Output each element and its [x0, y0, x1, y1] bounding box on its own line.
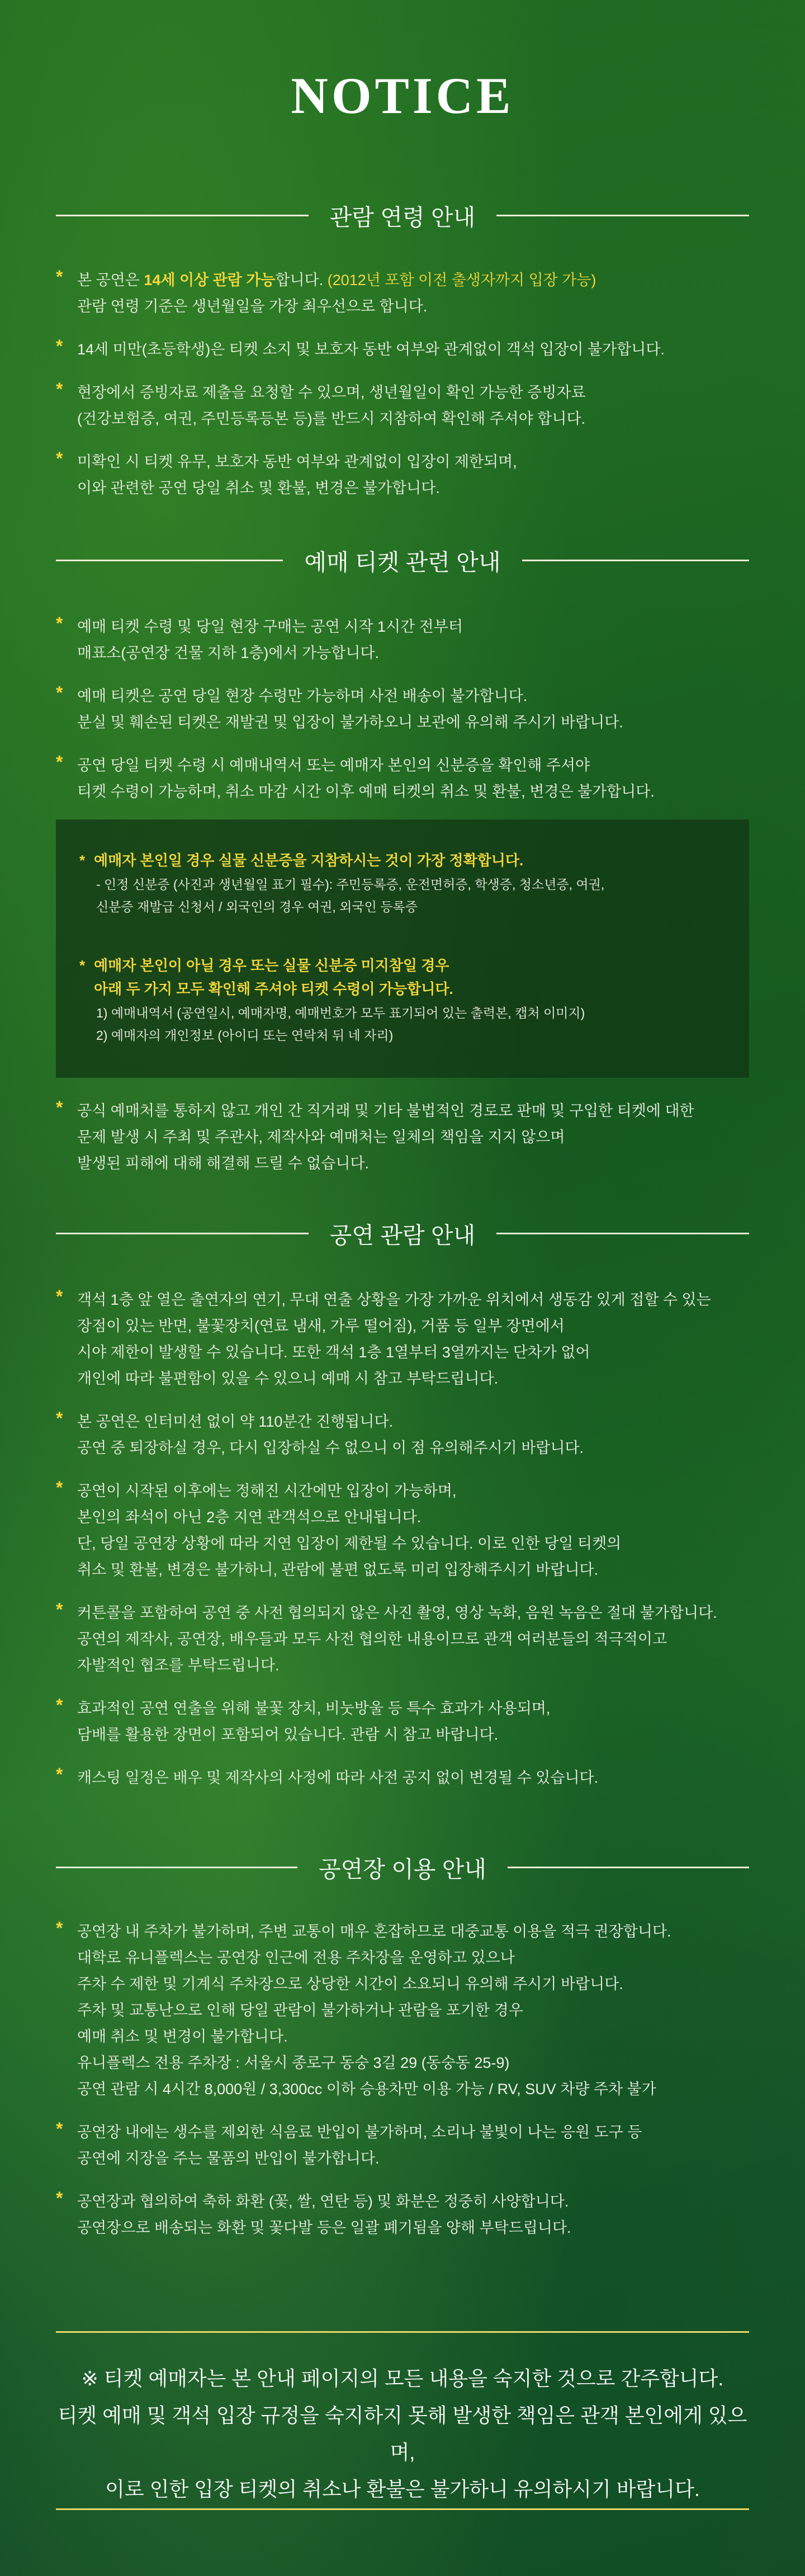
item-text: 공연장과 협의하여 축하 화환 (꽃, 쌀, 연탄 등) 및 화분은 정중히 사양합니다. 공연장으로 배송되는 화환 및 꽃다발 등은 일괄 폐기됨을 양해 부탁드립니다.: [77, 2193, 571, 2236]
asterisk-icon: *: [56, 379, 63, 399]
section-title: 공연 관람 안내: [329, 1222, 476, 1248]
list-item: [56, 380, 749, 432]
list-item: [56, 1409, 749, 1461]
list-item: [56, 1919, 749, 2103]
item-text: 공연 당일 티켓 수령 시 예매내역서 또는 예매자 본인의 신분증을 확인해 주셔야 티켓 수령이 가능하며, 취소 마감 시간 이후 예매 티켓의 취소 및 환불, 변경은 불가합니다.: [77, 757, 655, 800]
item-text: 공식 예매처를 통하지 않고 개인 간 직거래 및 기타 불법적인 경로로 판매 및 구입한 티켓에 대한 문제 발생 시 주최 및 주관사, 제작사와 예매처는 일체의 책임을 지지 않으며 발생된 피해에 대해 해결해 드릴 수 없습니다.: [77, 1102, 694, 1172]
footer-notice: ※ 티켓 예매자는 본 안내 페이지의 모든 내용을 숙지한 것으로 간주합니다. 티켓 예매 및 객석 입장 규정을 숙지하지 못해 발생한 책임은 관객 본인에게 있으며, 이로 인한 입장 티켓의 취소나 환불은 불가하니 유의하시기 바랍니다.: [58, 2367, 747, 2501]
divider-line: [56, 1867, 297, 1868]
section-ticket-items: [56, 614, 749, 822]
asterisk-icon: *: [56, 1408, 63, 1428]
list-item: [56, 1696, 749, 1748]
list-item: [56, 1478, 749, 1583]
item-text: 미확인 시 티켓 유무, 보호자 동반 여부와 관계없이 입장이 제한되며, 이와 관련한 공연 당일 취소 및 환불, 변경은 불가합니다.: [77, 453, 517, 496]
divider-line: [496, 215, 749, 216]
box-group-body: - 인정 신분증 (사진과 생년월일 표기 필수): 주민등록증, 운전면허증, 학생증, 청소년증, 여권, 신분증 재발급 신청서 / 외국인의 경우 여권, 외국인 등록증: [96, 877, 605, 914]
section-title: 예매 티켓 관련 안내: [304, 549, 501, 575]
section-venue-items: [56, 1919, 749, 2258]
box-group-2: [79, 954, 749, 1046]
section-viewing-items: [56, 1287, 749, 1808]
asterisk-icon: *: [79, 957, 86, 974]
asterisk-icon: *: [56, 752, 63, 772]
item-text: 예매 티켓은 공연 당일 현장 수령만 가능하며 사전 배송이 불가합니다. 분실 및 훼손된 티켓은 재발권 및 입장이 불가하오니 보관에 유의해 주시기 바랍니다.: [77, 688, 623, 731]
section-header-ticket: [56, 543, 749, 577]
item-text: 공연장 내 주차가 불가하며, 주변 교통이 매우 혼잡하므로 대중교통 이용을 적극 권장합니다. 대학로 유니플렉스는 공연장 인근에 전용 주차장을 운영하고 있으나 주차 수 제한 및 기계식 주차장으로 상당한 시간이 소요되니 유의해 주시기 바랍니다. 주차 및 교통난으로 인해 당일 관람이 불가하거나 관람을 포기한 경우 예매 취소 및 변경이 불가합니다.: [77, 1923, 671, 2045]
asterisk-icon: *: [56, 336, 63, 356]
id-requirements-box: [56, 820, 749, 1078]
asterisk-icon: *: [56, 613, 63, 633]
list-item: [56, 1765, 749, 1791]
divider-line: [56, 215, 309, 216]
box-group-body: 1) 예매내역서 (공연일시, 예매자명, 예매번호가 모두 표기되어 있는 출력본, 캡처 이미지) 2) 예매자의 개인정보 (아이디 또는 연락처 뒤 네 자리): [96, 1006, 585, 1043]
item-text: 효과적인 공연 연출을 위해 불꽃 장치, 비눗방울 등 특수 효과가 사용되며, 담배를 활용한 장면이 포함되어 있습니다. 관람 시 참고 바랍니다.: [77, 1700, 551, 1743]
section-title: 공연장 이용 안내: [318, 1856, 487, 1882]
asterisk-icon: *: [79, 852, 86, 869]
item-text: 예매 티켓 수령 및 당일 현장 구매는 공연 시작 1시간 전부터 매표소(공연장 건물 지하 1층)에서 가능합니다.: [77, 618, 463, 661]
list-item: [56, 1287, 749, 1392]
list-item: [56, 337, 749, 363]
list-item: [56, 2189, 749, 2241]
asterisk-icon: *: [56, 1286, 63, 1306]
list-item: [56, 267, 749, 320]
item-text: 현장에서 증빙자료 제출을 요청할 수 있으며, 생년월일이 확인 가능한 증빙자료 (건강보험증, 여권, 주민등록등본 등)를 반드시 지참하여 확인해 주셔야 합니다.: [77, 384, 586, 427]
list-item: [56, 449, 749, 501]
item-text: 객석 1층 앞 열은 출연자의 연기, 무대 연출 상황을 가장 가까운 위치에서 생동감 있게 접할 수 있는 장점이 있는 반면, 불꽃장치(연료 냄새, 가루 떨어짐), 거품 등 일부 장면에서 시야 제한이 발생할 수 있습니다. 또한 객석 1층 1열부터 3열까지는 단차가 없어 개인에 따라 불편함이 있을 수 있으니 예매 시 참고 부탁드립니다.: [77, 1291, 711, 1387]
divider-line: [56, 1233, 309, 1234]
divider-line: [508, 1867, 749, 1868]
list-item: [56, 2119, 749, 2172]
asterisk-icon: *: [56, 2119, 63, 2139]
divider-line: [56, 560, 283, 561]
asterisk-icon: *: [56, 1695, 63, 1715]
list-item: [56, 1600, 749, 1679]
divider-line: [522, 560, 749, 561]
section-title: 관람 연령 안내: [329, 204, 476, 230]
list-item: [56, 752, 749, 805]
item-text: 캐스팅 일정은 배우 및 제작사의 사정에 따라 사전 공지 없이 변경될 수 있습니다.: [77, 1769, 599, 1786]
asterisk-icon: *: [56, 448, 63, 468]
asterisk-icon: *: [56, 267, 63, 287]
item-text: 본 공연은 인터미션 없이 약 110분간 진행됩니다. 공연 중 퇴장하실 경우, 다시 입장하실 수 없으니 이 점 유의해주시기 바랍니다.: [77, 1413, 584, 1456]
section-ticket-after-items: [56, 1098, 749, 1194]
asterisk-icon: *: [56, 2188, 63, 2208]
page-title: NOTICE: [291, 67, 514, 124]
footer-divider-top: [56, 2331, 749, 2333]
item-text: 본 공연은 14세 이상 관람 가능합니다. (2012년 포함 이전 출생자까지 입장 가능) 관람 연령 기준은 생년월일을 가장 최우선으로 합니다.: [77, 272, 596, 315]
item-text: 14세 미만(초등학생)은 티켓 소지 및 보호자 동반 여부와 관계없이 객석 입장이 불가합니다.: [77, 341, 665, 358]
parking-note: 유니플렉스 전용 주차장 : 서울시 종로구 동숭 3길 29 (동숭동 25-9) 공연 관람 시 4시간 8,000원 / 3,300cc 이하 승용차만 이용 가능 / RV, SUV 차량 주차 불가: [77, 2054, 656, 2097]
asterisk-icon: *: [56, 1918, 63, 1938]
list-item: [56, 683, 749, 736]
item-text: 공연장 내에는 생수를 제외한 식음료 반입이 불가하며, 소리나 불빛이 나는 응원 도구 등 공연에 지장을 주는 물품의 반입이 불가합니다.: [77, 2124, 642, 2167]
asterisk-icon: *: [56, 1097, 63, 1117]
item-text: 공연이 시작된 이후에는 정해진 시간에만 입장이 가능하며, 본인의 좌석이 아닌 2층 지연 관객석으로 안내됩니다. 단, 당일 공연장 상황에 따라 지연 입장이 제한될 수 있습니다. 이로 인한 당일 티켓의 취소 및 환불, 변경은 불가하니, 관람에 불편 없도록 미리 입장해주시기 바랍니다.: [77, 1483, 622, 1578]
asterisk-icon: *: [56, 683, 63, 703]
asterisk-icon: *: [56, 1764, 63, 1784]
divider-line: [496, 1233, 749, 1234]
list-item: [56, 614, 749, 666]
footer-divider-bottom: [56, 2508, 749, 2510]
section-header-viewing: [56, 1216, 749, 1250]
section-header-age: [56, 198, 749, 232]
section-age-items: [56, 267, 749, 518]
box-group-title: * 예매자 본인일 경우 실물 신분증을 지참하시는 것이 가장 정확합니다.: [79, 849, 749, 872]
box-group-title: * 예매자 본인이 아닐 경우 또는 실물 신분증 미지참일 경우 아래 두 가지 모두 확인해 주셔야 티켓 수령이 가능합니다.: [79, 954, 749, 1001]
list-item: [56, 1098, 749, 1177]
section-header-venue: [56, 1850, 749, 1884]
item-text: 커튼콜을 포함하여 공연 중 사전 협의되지 않은 사진 촬영, 영상 녹화, 음원 녹음은 절대 불가합니다. 공연의 제작사, 공연장, 배우들과 모두 사전 협의한 내용이므로 관객 여러분들의 적극적이고 자발적인 협조를 부탁드립니다.: [77, 1604, 717, 1674]
asterisk-icon: *: [56, 1478, 63, 1498]
asterisk-icon: *: [56, 1599, 63, 1620]
